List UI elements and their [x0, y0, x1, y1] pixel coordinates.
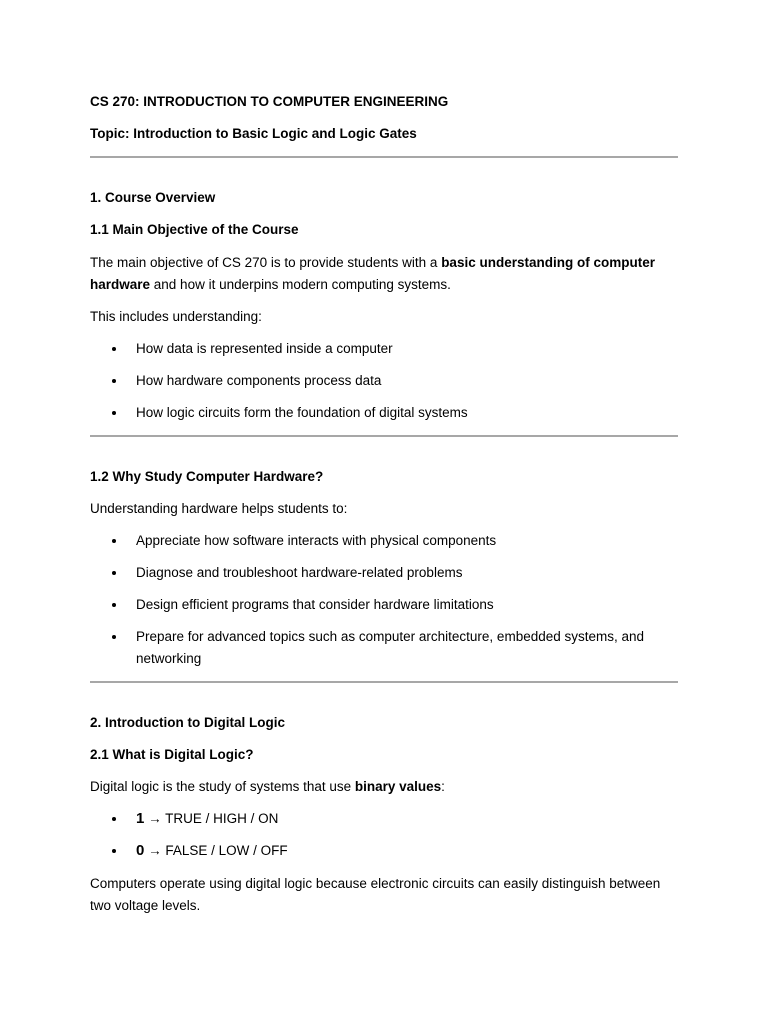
section-1-1-heading: 1.1 Main Objective of the Course — [90, 222, 299, 237]
digital-logic-intro — [90, 776, 445, 798]
list-item-continuation: networking — [136, 651, 202, 666]
section-2-1-heading: 2.1 What is Digital Logic? — [90, 747, 254, 762]
closing-line-1: Computers operate using digital logic because electronic circuits can easily distinguish between — [90, 876, 661, 891]
binary-meaning: → TRUE / HIGH / ON — [144, 811, 279, 826]
list-item: Design efficient programs that consider hardware limitations — [136, 597, 494, 612]
intro-text-bold: binary values — [354, 779, 442, 794]
list-item: How logic circuits form the foundation of digital systems — [136, 405, 468, 420]
binary-digit: 0 — [136, 842, 145, 859]
intro-text-pre: Digital logic is the study of systems that use — [90, 779, 355, 794]
bullet-icon — [112, 347, 116, 351]
list-item: Prepare for advanced topics such as computer architecture, embedded systems, and — [136, 629, 645, 644]
section-2-heading: 2. Introduction to Digital Logic — [90, 715, 285, 730]
bullet-icon — [112, 603, 116, 607]
topic-title: Topic: Introduction to Basic Logic and Logic Gates — [90, 126, 417, 141]
section-1-2-heading: 1.2 Why Study Computer Hardware? — [90, 469, 324, 484]
binary-item-one — [136, 808, 278, 830]
binary-meaning: → FALSE / LOW / OFF — [144, 843, 288, 858]
list-item: How hardware components process data — [136, 373, 382, 388]
intro-text-post: : — [441, 779, 445, 794]
objective-text-pre: The main objective of CS 270 is to provide students with a — [90, 255, 442, 270]
bullet-icon — [112, 849, 116, 853]
list-item: How data is represented inside a computer — [136, 341, 393, 356]
list-item: Appreciate how software interacts with physical components — [136, 533, 497, 548]
course-title: CS 270: INTRODUCTION TO COMPUTER ENGINEERING — [90, 94, 449, 109]
binary-item-zero — [136, 840, 288, 862]
objective-paragraph — [90, 252, 678, 296]
objective-text-bold: basic understanding of computer hardware — [90, 255, 655, 292]
objective-text-post: and how it underpins modern computing systems. — [150, 277, 451, 292]
divider — [90, 156, 678, 158]
helps-text: Understanding hardware helps students to: — [90, 501, 348, 516]
closing-line-2: two voltage levels. — [90, 898, 201, 913]
binary-digit: 1 — [136, 810, 145, 827]
bullet-icon — [112, 571, 116, 575]
list-item: Diagnose and troubleshoot hardware-related problems — [136, 565, 463, 580]
bullet-icon — [112, 379, 116, 383]
includes-text: This includes understanding: — [90, 309, 262, 324]
divider — [90, 681, 678, 683]
divider — [90, 435, 678, 437]
bullet-icon — [112, 817, 116, 821]
bullet-icon — [112, 539, 116, 543]
bullet-icon — [112, 635, 116, 639]
bullet-icon — [112, 411, 116, 415]
section-1-heading: 1. Course Overview — [90, 190, 216, 205]
